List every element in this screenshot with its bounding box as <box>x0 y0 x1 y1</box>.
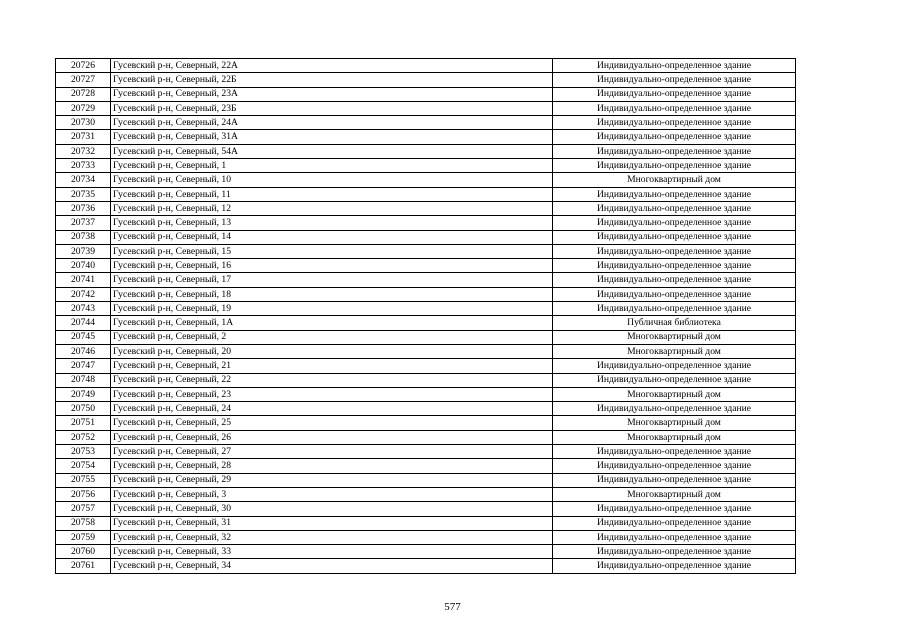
row-number: 20749 <box>56 387 111 401</box>
row-address: Гусевский р-н, Северный, 24А <box>111 116 553 130</box>
table-row <box>56 144 796 158</box>
row-address: Гусевский р-н, Северный, 34 <box>111 559 553 573</box>
row-object-type: Индивидуально-определенное здание <box>553 116 796 130</box>
row-number: 20734 <box>56 173 111 187</box>
row-number: 20736 <box>56 201 111 215</box>
table-row <box>56 430 796 444</box>
row-object-type: Многоквартирный дом <box>553 344 796 358</box>
row-address: Гусевский р-н, Северный, 26 <box>111 430 553 444</box>
table-row <box>56 387 796 401</box>
table-row <box>56 473 796 487</box>
row-number: 20756 <box>56 487 111 501</box>
row-number: 20738 <box>56 230 111 244</box>
table-row <box>56 416 796 430</box>
row-object-type: Многоквартирный дом <box>553 416 796 430</box>
row-address: Гусевский р-н, Северный, 19 <box>111 302 553 316</box>
row-number: 20750 <box>56 402 111 416</box>
row-number: 20758 <box>56 516 111 530</box>
row-number: 20729 <box>56 101 111 115</box>
row-object-type: Многоквартирный дом <box>553 173 796 187</box>
row-object-type: Индивидуально-определенное здание <box>553 216 796 230</box>
row-address: Гусевский р-н, Северный, 21 <box>111 359 553 373</box>
row-object-type: Индивидуально-определенное здание <box>553 559 796 573</box>
row-address: Гусевский р-н, Северный, 28 <box>111 459 553 473</box>
registry-table-body <box>56 59 796 574</box>
row-address: Гусевский р-н, Северный, 30 <box>111 502 553 516</box>
row-number: 20755 <box>56 473 111 487</box>
row-number: 20754 <box>56 459 111 473</box>
row-object-type: Многоквартирный дом <box>553 387 796 401</box>
row-object-type: Индивидуально-определенное здание <box>553 230 796 244</box>
row-object-type: Индивидуально-определенное здание <box>553 530 796 544</box>
row-number: 20748 <box>56 373 111 387</box>
table-row <box>56 201 796 215</box>
table-row <box>56 244 796 258</box>
row-address: Гусевский р-н, Северный, 22 <box>111 373 553 387</box>
row-object-type: Индивидуально-определенное здание <box>553 516 796 530</box>
row-number: 20727 <box>56 73 111 87</box>
row-object-type: Индивидуально-определенное здание <box>553 201 796 215</box>
row-address: Гусевский р-н, Северный, 15 <box>111 244 553 258</box>
row-address: Гусевский р-н, Северный, 10 <box>111 173 553 187</box>
row-address: Гусевский р-н, Северный, 1 <box>111 159 553 173</box>
table-row <box>56 530 796 544</box>
row-number: 20737 <box>56 216 111 230</box>
table-row <box>56 130 796 144</box>
row-object-type: Индивидуально-определенное здание <box>553 373 796 387</box>
table-row <box>56 87 796 101</box>
table-row <box>56 273 796 287</box>
row-object-type: Индивидуально-определенное здание <box>553 87 796 101</box>
row-number: 20751 <box>56 416 111 430</box>
row-object-type: Индивидуально-определенное здание <box>553 359 796 373</box>
row-address: Гусевский р-н, Северный, 22Б <box>111 73 553 87</box>
row-address: Гусевский р-н, Северный, 31 <box>111 516 553 530</box>
row-object-type: Индивидуально-определенное здание <box>553 130 796 144</box>
table-row <box>56 116 796 130</box>
row-object-type: Публичная библиотека <box>553 316 796 330</box>
row-object-type: Индивидуально-определенное здание <box>553 445 796 459</box>
table-row <box>56 402 796 416</box>
table-row <box>56 259 796 273</box>
row-object-type: Индивидуально-определенное здание <box>553 402 796 416</box>
row-object-type: Индивидуально-определенное здание <box>553 187 796 201</box>
row-number: 20742 <box>56 287 111 301</box>
row-number: 20741 <box>56 273 111 287</box>
row-number: 20757 <box>56 502 111 516</box>
row-address: Гусевский р-н, Северный, 17 <box>111 273 553 287</box>
table-row <box>56 230 796 244</box>
row-address: Гусевский р-н, Северный, 12 <box>111 201 553 215</box>
row-number: 20733 <box>56 159 111 173</box>
table-row <box>56 487 796 501</box>
row-address: Гусевский р-н, Северный, 13 <box>111 216 553 230</box>
row-object-type: Индивидуально-определенное здание <box>553 273 796 287</box>
row-object-type: Индивидуально-определенное здание <box>553 287 796 301</box>
table-row <box>56 173 796 187</box>
row-object-type: Индивидуально-определенное здание <box>553 545 796 559</box>
table-row <box>56 373 796 387</box>
table-row <box>56 502 796 516</box>
row-number: 20732 <box>56 144 111 158</box>
row-number: 20746 <box>56 344 111 358</box>
row-object-type: Индивидуально-определенное здание <box>553 144 796 158</box>
row-address: Гусевский р-н, Северный, 23Б <box>111 101 553 115</box>
row-number: 20730 <box>56 116 111 130</box>
row-number: 20728 <box>56 87 111 101</box>
row-object-type: Многоквартирный дом <box>553 430 796 444</box>
row-object-type: Индивидуально-определенное здание <box>553 259 796 273</box>
row-address: Гусевский р-н, Северный, 14 <box>111 230 553 244</box>
row-address: Гусевский р-н, Северный, 27 <box>111 445 553 459</box>
table-row <box>56 101 796 115</box>
row-address: Гусевский р-н, Северный, 2 <box>111 330 553 344</box>
page-number: 577 <box>444 601 461 613</box>
row-number: 20753 <box>56 445 111 459</box>
row-object-type: Индивидуально-определенное здание <box>553 159 796 173</box>
row-number: 20747 <box>56 359 111 373</box>
table-row <box>56 187 796 201</box>
row-address: Гусевский р-н, Северный, 33 <box>111 545 553 559</box>
row-object-type: Многоквартирный дом <box>553 487 796 501</box>
row-number: 20743 <box>56 302 111 316</box>
table-row <box>56 330 796 344</box>
table-row <box>56 316 796 330</box>
row-address: Гусевский р-н, Северный, 23А <box>111 87 553 101</box>
row-address: Гусевский р-н, Северный, 23 <box>111 387 553 401</box>
row-number: 20761 <box>56 559 111 573</box>
row-object-type: Индивидуально-определенное здание <box>553 59 796 73</box>
row-address: Гусевский р-н, Северный, 22А <box>111 59 553 73</box>
row-address: Гусевский р-н, Северный, 24 <box>111 402 553 416</box>
row-address: Гусевский р-н, Северный, 25 <box>111 416 553 430</box>
row-address: Гусевский р-н, Северный, 18 <box>111 287 553 301</box>
row-object-type: Индивидуально-определенное здание <box>553 244 796 258</box>
row-address: Гусевский р-н, Северный, 32 <box>111 530 553 544</box>
row-number: 20739 <box>56 244 111 258</box>
row-address: Гусевский р-н, Северный, 29 <box>111 473 553 487</box>
row-object-type: Индивидуально-определенное здание <box>553 502 796 516</box>
row-number: 20744 <box>56 316 111 330</box>
table-row <box>56 559 796 573</box>
table-row <box>56 516 796 530</box>
table-row <box>56 445 796 459</box>
row-number: 20760 <box>56 545 111 559</box>
table-row <box>56 287 796 301</box>
row-number: 20752 <box>56 430 111 444</box>
row-number: 20740 <box>56 259 111 273</box>
row-address: Гусевский р-н, Северный, 11 <box>111 187 553 201</box>
table-row <box>56 159 796 173</box>
row-object-type: Индивидуально-определенное здание <box>553 459 796 473</box>
row-number: 20726 <box>56 59 111 73</box>
row-number: 20759 <box>56 530 111 544</box>
table-row <box>56 73 796 87</box>
row-object-type: Индивидуально-определенное здание <box>553 302 796 316</box>
row-object-type: Индивидуально-определенное здание <box>553 73 796 87</box>
row-number: 20731 <box>56 130 111 144</box>
table-row <box>56 545 796 559</box>
table-row <box>56 59 796 73</box>
table-row <box>56 216 796 230</box>
row-address: Гусевский р-н, Северный, 3 <box>111 487 553 501</box>
table-row <box>56 344 796 358</box>
row-address: Гусевский р-н, Северный, 54А <box>111 144 553 158</box>
row-object-type: Индивидуально-определенное здание <box>553 101 796 115</box>
row-number: 20745 <box>56 330 111 344</box>
table-row <box>56 459 796 473</box>
row-address: Гусевский р-н, Северный, 31А <box>111 130 553 144</box>
row-object-type: Многоквартирный дом <box>553 330 796 344</box>
table-row <box>56 302 796 316</box>
row-address: Гусевский р-н, Северный, 16 <box>111 259 553 273</box>
row-number: 20735 <box>56 187 111 201</box>
registry-table <box>55 58 796 574</box>
row-address: Гусевский р-н, Северный, 20 <box>111 344 553 358</box>
row-address: Гусевский р-н, Северный, 1А <box>111 316 553 330</box>
row-object-type: Индивидуально-определенное здание <box>553 473 796 487</box>
table-row <box>56 359 796 373</box>
